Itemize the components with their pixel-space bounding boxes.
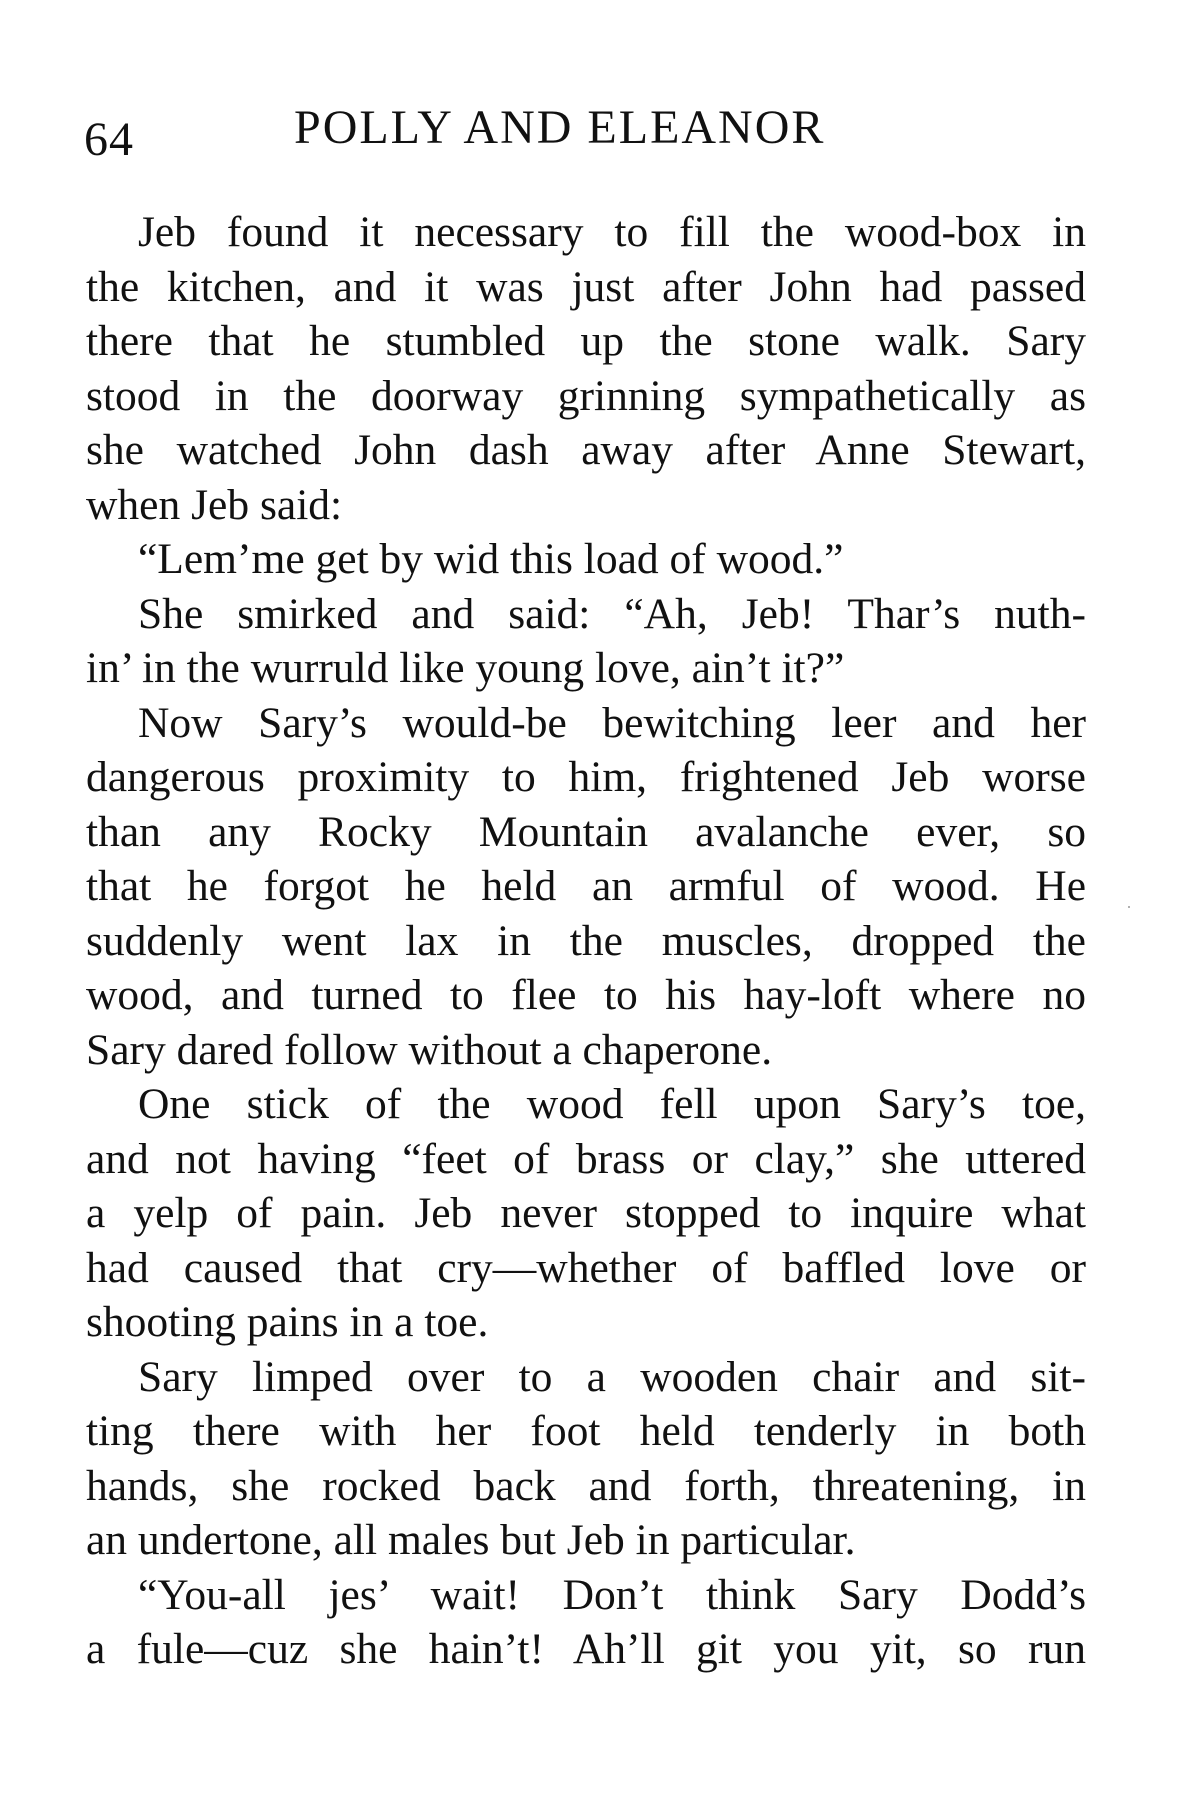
- text-line: “Lem’me get by wid this load of wood.”: [138, 535, 844, 583]
- running-head: POLLY AND ELEANOR: [294, 101, 826, 154]
- text-line: ting there with her foot held tenderly in both: [86, 1407, 1086, 1455]
- text-line: the kitchen, and it was just after John had passed: [86, 262, 1086, 311]
- text-line: She smirked and said: “Ah, Jeb! Thar’s nuth-: [138, 589, 1086, 638]
- text-line: hands, she rocked back and forth, threatening, in: [86, 1461, 1086, 1510]
- text-line: had caused that cry—whether of baffled love or: [86, 1243, 1086, 1292]
- text-line: a yelp of pain. Jeb never stopped to inquire what: [86, 1189, 1086, 1237]
- text-line: an undertone, all males but Jeb in particular.: [86, 1516, 856, 1564]
- text-line: stood in the doorway grinning sympathetically as: [86, 371, 1086, 420]
- text-line: Now Sary’s would-be bewitching leer and her: [138, 698, 1086, 747]
- text-line: there that he stumbled up the stone walk. Sary: [86, 317, 1086, 365]
- page-header: [84, 100, 1084, 170]
- text-line: Jeb found it necessary to fill the wood-box in: [138, 208, 1086, 256]
- text-line: One stick of the wood fell upon Sary’s toe,: [138, 1080, 1086, 1128]
- scan-speck: [1128, 906, 1130, 908]
- page-number: 64: [84, 113, 134, 166]
- text-line: “You-all jes’ wait! Don’t think Sary Dodd’s: [138, 1570, 1086, 1619]
- text-line: suddenly went lax in the muscles, dropped the: [86, 916, 1086, 965]
- body-text: [86, 205, 1086, 1677]
- text-line: wood, and turned to flee to his hay-loft where no: [86, 971, 1086, 1019]
- text-line: Sary limped over to a wooden chair and sit-: [138, 1352, 1086, 1401]
- text-line: in’ in the wurruld like young love, ain’t it?”: [86, 644, 845, 692]
- text-line: dangerous proximity to him, frightened Jeb worse: [86, 753, 1086, 801]
- text-line: when Jeb said:: [86, 480, 343, 529]
- text-line: she watched John dash away after Anne Stewart,: [86, 426, 1086, 474]
- text-line: Sary dared follow without a chaperone.: [86, 1025, 773, 1074]
- text-line: shooting pains in a toe.: [86, 1298, 489, 1346]
- text-line: than any Rocky Mountain avalanche ever, so: [86, 807, 1086, 856]
- text-line: and not having “feet of brass or clay,” she uttered: [86, 1134, 1086, 1183]
- text-line: a fule—cuz she hain’t! Ah’ll git you yit, so run: [86, 1625, 1086, 1673]
- text-line: that he forgot he held an armful of wood. He: [86, 862, 1086, 910]
